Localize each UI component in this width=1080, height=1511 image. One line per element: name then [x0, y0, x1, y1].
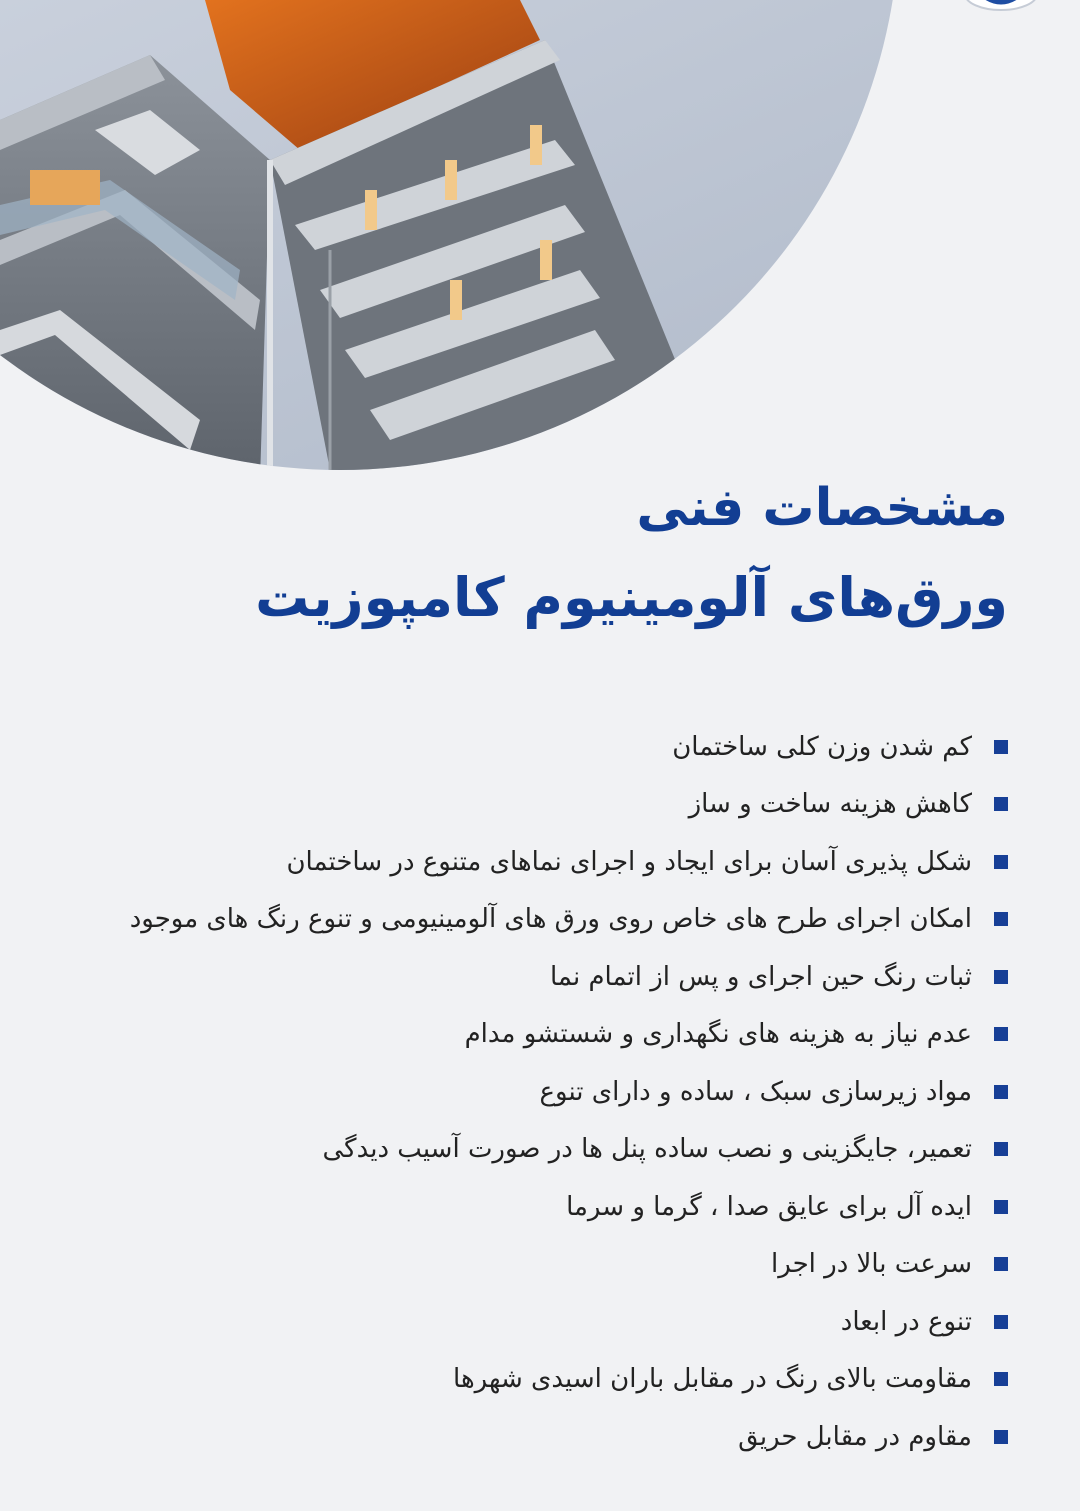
- feature-text: تنوع در ابعاد: [840, 1306, 972, 1337]
- feature-text: مقاوم در مقابل حریق: [738, 1421, 972, 1452]
- brand-logo: [962, 0, 1040, 12]
- square-bullet-icon: [994, 1027, 1008, 1041]
- list-item: [8, 1121, 1008, 1179]
- feature-text: مواد زیرسازی سبک ، ساده و دارای تنوع: [539, 1076, 972, 1107]
- list-item: [8, 1006, 1008, 1064]
- list-item: [8, 833, 1008, 891]
- list-item: [8, 776, 1008, 834]
- square-bullet-icon: [994, 1372, 1008, 1386]
- feature-text: امکان اجرای طرح های خاص روی ورق های آلومینیومی و تنوع رنگ های موجود: [129, 904, 972, 935]
- list-item: [8, 1351, 1008, 1409]
- square-bullet-icon: [994, 1315, 1008, 1329]
- square-bullet-icon: [994, 740, 1008, 754]
- feature-text: کم شدن وزن کلی ساختمان: [672, 731, 972, 762]
- feature-text: ثبات رنگ حین اجرای و پس از اتمام نما: [549, 961, 972, 992]
- list-item: [8, 1063, 1008, 1121]
- building-illustration: [0, 0, 1080, 480]
- square-bullet-icon: [994, 1142, 1008, 1156]
- square-bullet-icon: [994, 912, 1008, 926]
- feature-text: شکل پذیری آسان برای ایجاد و اجرای نماهای متنوع در ساختمان: [286, 846, 972, 877]
- square-bullet-icon: [994, 797, 1008, 811]
- list-item: [8, 1408, 1008, 1466]
- hero-building-image: [0, 0, 1080, 480]
- square-bullet-icon: [994, 1430, 1008, 1444]
- list-item: [8, 1178, 1008, 1236]
- list-item: [8, 1293, 1008, 1351]
- feature-text: ایده آل برای عایق صدا ، گرما و سرما: [566, 1191, 972, 1222]
- page-title-line2: ورق‌های آلومینیوم کامپوزیت: [255, 566, 1008, 629]
- page-title-line1: مشخصات فنی: [636, 478, 1008, 538]
- square-bullet-icon: [994, 970, 1008, 984]
- square-bullet-icon: [994, 1200, 1008, 1214]
- list-item: [8, 891, 1008, 949]
- feature-text: سرعت بالا در اجرا: [771, 1249, 972, 1280]
- feature-text: عدم نیاز به هزینه های نگهداری و شستشو مدام: [464, 1019, 972, 1050]
- list-item: [8, 1236, 1008, 1294]
- feature-text: کاهش هزینه ساخت و ساز: [688, 789, 972, 820]
- square-bullet-icon: [994, 855, 1008, 869]
- features-list: [8, 718, 1008, 1466]
- list-item: [8, 718, 1008, 776]
- square-bullet-icon: [994, 1085, 1008, 1099]
- feature-text: تعمیر، جایگزینی و نصب ساده پنل ها در صورت آسیب دیدگی: [322, 1134, 972, 1165]
- list-item: [8, 948, 1008, 1006]
- square-bullet-icon: [994, 1257, 1008, 1271]
- feature-text: مقاومت بالای رنگ در مقابل باران اسیدی شهرها: [453, 1364, 972, 1395]
